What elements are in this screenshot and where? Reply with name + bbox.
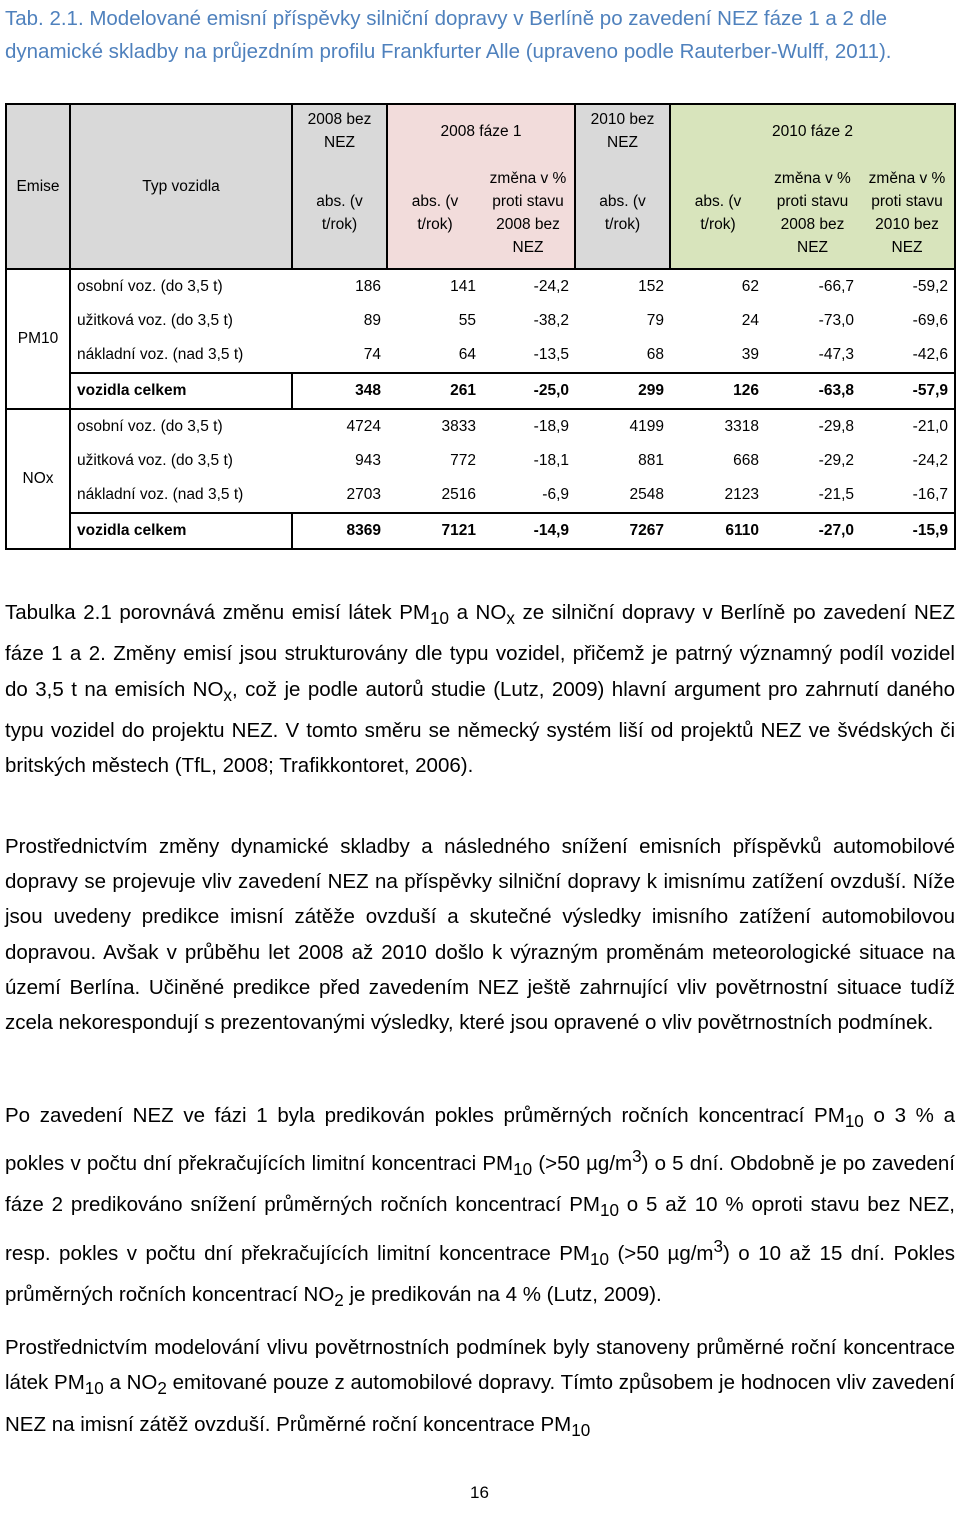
p3-sup-c: 3	[632, 1147, 642, 1167]
cell: 2123	[724, 486, 760, 503]
cell: -18,1	[533, 452, 570, 469]
cell: -25,0	[482, 373, 575, 409]
header-abs-2010-bez: abs. (v t/rok)	[575, 157, 670, 269]
p3-sub-e: 10	[590, 1249, 609, 1269]
header-zmena-2010: změna v % proti stavu 2010 bez NEZ	[860, 157, 955, 269]
p1-sub-b: x	[506, 609, 515, 629]
cell: 55	[458, 312, 476, 329]
p4-text-c: emitované pouze z automobilové dopravy. Tímto způsobem je hodnocen vliv zavedení NEZ na imisní zátěž ovzduší. Průměrné roční koncentrace PM	[5, 1371, 956, 1436]
p3-text-h: je predikován na 4 % (Lutz, 2009).	[343, 1282, 662, 1306]
cell: 881	[638, 452, 665, 469]
p1-sub-c: x	[223, 685, 232, 705]
paragraph-2: Prostřednictvím změny dynamické skladby a následného snížení emisních příspěvků automobilové dopravy se projevuje vliv zavedení NEZ na příspěvky silniční dopravy k imisnímu zatížení ovzduší. Níže jsou uvedeny predikce imisní zátěže ovzduší a skutečné výsledky imisního zatížení automobilovou dopravou. Avšak v průběhu let 2008 až 2010 došlo k výrazným proměnám meteorologické situace na území Berlína. Učiněné predikce před zavedením NEZ ještě zahrnující vliv povětrnostní situace tudíž zcela nekorespondují s prezentovanými výsledky, které jsou opravené o vliv povětrnostních podmínek.	[5, 835, 955, 1035]
cell: -29,2	[818, 452, 855, 469]
header-abs-2008-bez: abs. (v t/rok)	[292, 157, 387, 269]
table-row	[6, 338, 955, 373]
p1-text-d: , což je podle autorů studie (Lutz, 2009) hlavní argument pro zahrnutí daného typu vozidel do projektu NEZ. V tomto směru se německý systém liší od projektů NEZ ve švédských či britských městech (TfL, 2008; Trafikkontoret, 2006).	[5, 677, 955, 777]
table-row	[6, 409, 955, 444]
paragraph-3	[5, 1098, 955, 1318]
p1-text-b: a NO	[448, 601, 507, 624]
p4-text-b: a NO	[103, 1371, 158, 1395]
cell: -38,2	[533, 312, 570, 329]
cell: 89	[363, 312, 381, 329]
cell: -21,0	[860, 409, 955, 444]
row-label: nákladní voz. (nad 3,5 t)	[77, 346, 244, 363]
p3-sub-d: 10	[599, 1201, 619, 1221]
p4-sub-c: 10	[571, 1420, 591, 1440]
p3-sub-b: 10	[513, 1160, 533, 1180]
header-2008-faze-1: 2008 fáze 1	[387, 104, 575, 157]
header-emise: Emise	[6, 104, 70, 269]
cell: 943	[355, 452, 381, 469]
cell: 62	[741, 278, 760, 295]
cell: 668	[733, 452, 760, 469]
cell: -14,9	[482, 513, 575, 549]
cell: 6110	[670, 513, 765, 549]
p3-text-a: Po zavedení NEZ ve fázi 1 byla predikován pokles průměrných ročních koncentrací PM	[5, 1104, 845, 1127]
table-row	[6, 269, 955, 304]
row-label: užitková voz. (do 3,5 t)	[77, 452, 233, 469]
cell: -47,3	[818, 346, 855, 363]
row-label: osobní voz. (do 3,5 t)	[77, 418, 223, 435]
cell: -42,6	[860, 338, 955, 373]
paragraph-4	[5, 1330, 955, 1448]
cell: 3833	[441, 418, 476, 435]
cell: -13,5	[533, 346, 570, 363]
cell: -73,0	[818, 312, 855, 329]
table-row-total	[6, 373, 955, 409]
table-caption: Tab. 2.1. Modelované emisní příspěvky silniční dopravy v Berlíně po zavedení NEZ fáze 1 a 2 dle dynamické skladby na průjezdním profilu Frankfurter Alle (upraveno podle Rauterber-Wulff, 2011).	[5, 7, 892, 63]
row-label: vozidla celkem	[70, 373, 292, 409]
p3-sub-a: 10	[844, 1112, 864, 1132]
cell: -29,8	[818, 418, 855, 435]
header-2010-bez-nez: 2010 bez NEZ	[575, 104, 670, 157]
p1-sub-a: 10	[429, 609, 449, 629]
cell: -66,7	[818, 278, 855, 295]
table-row-total	[6, 513, 955, 549]
cell: 141	[450, 278, 476, 295]
cell: -59,2	[860, 269, 955, 304]
table-row	[6, 478, 955, 513]
cell: -69,6	[860, 304, 955, 338]
cell: 4199	[629, 418, 665, 435]
cell: -16,7	[860, 478, 955, 513]
cell: 7267	[575, 513, 670, 549]
row-label: nákladní voz. (nad 3,5 t)	[77, 486, 244, 503]
cell: 39	[741, 346, 760, 363]
p4-sub-b: 2	[157, 1379, 167, 1399]
p3-text-d: ) o 5 dní. Obdobně je po zavedení fáze 2 predikováno snížení průměrných ročních koncentrací PM	[5, 1152, 955, 1217]
row-label: vozidla celkem	[70, 513, 292, 549]
header-2008-bez-nez: 2008 bez NEZ	[292, 104, 387, 157]
cell: 79	[646, 312, 665, 329]
header-2010-faze-2: 2010 fáze 2	[670, 104, 955, 157]
cell: -27,0	[765, 513, 860, 549]
cell: 3318	[724, 418, 760, 435]
header-zmena-2008: změna v % proti stavu 2008 bez NEZ	[482, 157, 575, 269]
p3-text-g: ) o 10 až 15 dní. Pokles průměrných ročních koncentrací NO	[5, 1241, 955, 1306]
table-row	[6, 444, 955, 478]
cell: 2703	[346, 486, 381, 503]
cell: 126	[670, 373, 765, 409]
cell: 8369	[292, 513, 387, 549]
cell: 772	[450, 452, 476, 469]
p3-text-c: (>50 µg/m	[532, 1152, 633, 1176]
p1-text-c: ze silniční dopravy v Berlíně po zavedení NEZ fáze 1 a 2. Změny emisí jsou strukturovány dle typu vozidel, přičemž je patrný významný podíl vozidel do 3,5 t na emisích NO	[5, 601, 956, 701]
p3-text-b: o 3 % a pokles v počtu dní překračujících limitní koncentraci PM	[5, 1104, 955, 1176]
cell: 4724	[346, 418, 381, 435]
page-number: 16	[470, 1483, 489, 1502]
cell: 7121	[387, 513, 482, 549]
emissions-table	[5, 103, 956, 550]
cell: 2548	[629, 486, 665, 503]
cell: 152	[638, 278, 665, 295]
cell: 348	[292, 373, 387, 409]
cell: 64	[458, 346, 476, 363]
p3-text-f: (>50 µg/m	[609, 1241, 714, 1265]
cell: -24,2	[860, 444, 955, 478]
cell: -18,9	[533, 418, 570, 435]
table-row	[6, 304, 955, 338]
row-label: osobní voz. (do 3,5 t)	[77, 278, 223, 295]
cell: -57,9	[860, 373, 955, 409]
group-nox: NOx	[6, 409, 70, 549]
p3-sup-f: 3	[713, 1236, 724, 1256]
header-abs-2008-f1: abs. (v t/rok)	[387, 157, 482, 269]
cell: -63,8	[765, 373, 860, 409]
header-zmena-2008-b: změna v % proti stavu 2008 bez NEZ	[765, 157, 860, 269]
header-typ-vozidla: Typ vozidla	[70, 104, 292, 269]
header-abs-2010-f2: abs. (v t/rok)	[670, 157, 765, 269]
cell: -21,5	[818, 486, 855, 503]
cell: 24	[741, 312, 760, 329]
cell: 261	[387, 373, 482, 409]
paragraph-1	[5, 595, 955, 783]
p1-text-a: Tabulka 2.1 porovnává změnu emisí látek PM	[5, 601, 430, 624]
p4-text-a: Prostřednictvím modelování vlivu povětrnostních podmínek byly stanoveny průměrné roční koncentrace látek PM	[5, 1336, 955, 1395]
group-pm10: PM10	[6, 269, 70, 409]
cell: -24,2	[533, 278, 570, 295]
p3-sub-g: 2	[334, 1290, 344, 1310]
cell: 186	[355, 278, 381, 295]
cell: 299	[575, 373, 670, 409]
p4-sub-a: 10	[84, 1379, 104, 1399]
cell: 68	[646, 346, 665, 363]
row-label: užitková voz. (do 3,5 t)	[77, 312, 233, 329]
cell: 2516	[441, 486, 476, 503]
p3-text-e: o 5 až 10 % oproti stavu bez NEZ, resp. pokles v počtu dní překračujících limitní koncentrace PM	[5, 1193, 955, 1265]
cell: -15,9	[860, 513, 955, 549]
cell: 74	[363, 346, 381, 363]
cell: -6,9	[542, 486, 570, 503]
